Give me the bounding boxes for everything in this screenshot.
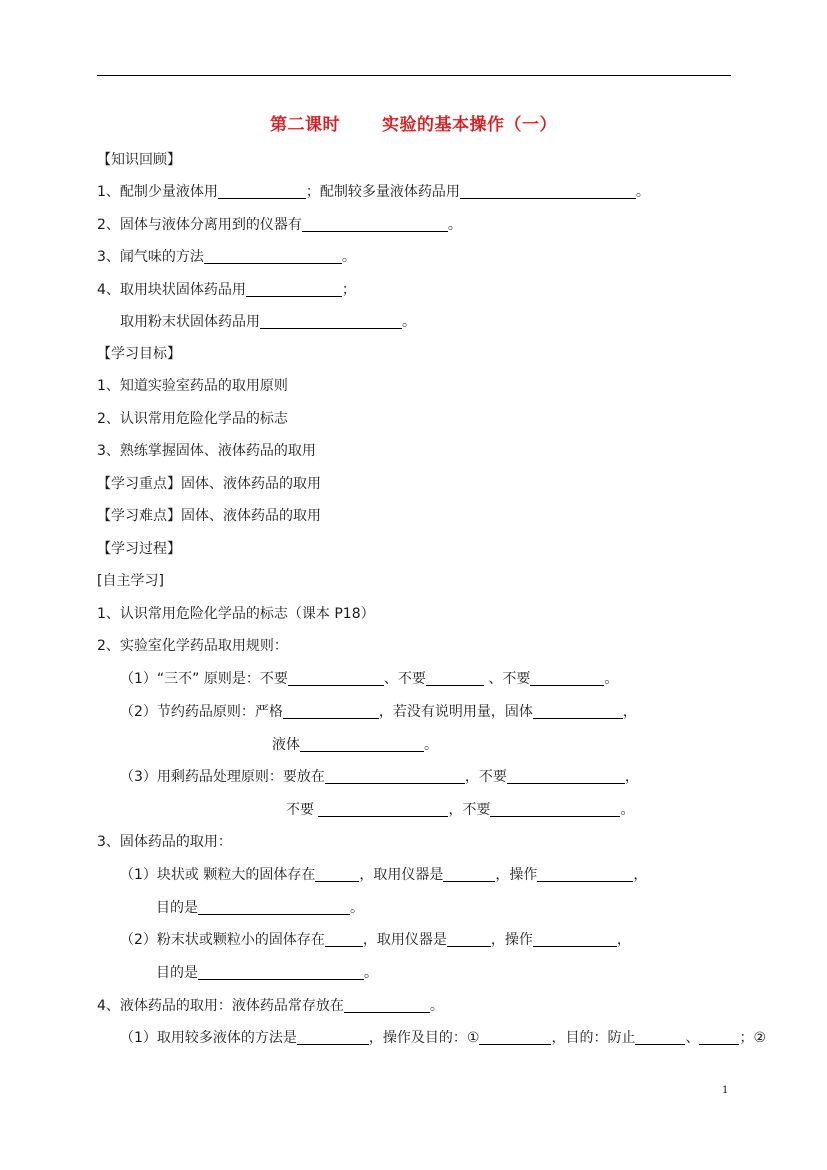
solid-1: （1）块状或 颗粒大的固体存在 ，取用仪器是 ，操作 ， <box>120 867 648 883</box>
blank[interactable] <box>479 1029 551 1045</box>
header-rule <box>97 75 731 76</box>
blank[interactable] <box>315 866 359 882</box>
solid-2: （2）粉末状或颗粒小的固体存在 ，取用仪器是 ，操作 ， <box>120 932 631 948</box>
review-heading: 【知识回顾】 <box>97 152 181 168</box>
blank[interactable] <box>260 313 402 329</box>
blank[interactable] <box>530 670 604 686</box>
process-item-4: 4、液体药品的取用：液体药品常存放在 。 <box>97 998 444 1014</box>
blank[interactable] <box>218 183 306 199</box>
rule-2-liquid: 液体 。 <box>272 737 438 753</box>
goal-1: 1、知道实验室药品的取用原则 <box>97 378 288 394</box>
self-study-label: [自主学习] <box>97 573 164 589</box>
review-q1: 1、配制少量液体用 ；配制较多量液体药品用 。 <box>97 184 650 200</box>
blank[interactable] <box>699 1029 739 1045</box>
blank[interactable] <box>246 281 342 297</box>
goal-3: 3、熟练掌握固体、液体药品的取用 <box>97 443 316 459</box>
blank[interactable] <box>283 703 379 719</box>
blank[interactable] <box>443 866 495 882</box>
process-item-1: 1、认识常用危险化学品的标志（课本 P18） <box>97 606 375 622</box>
process-item-3: 3、固体药品的取用： <box>97 834 232 850</box>
blank[interactable] <box>447 931 491 947</box>
review-q5: 取用粉末状固体药品用 。 <box>120 314 416 330</box>
review-q4: 4、取用块状固体药品用 ； <box>97 282 356 298</box>
blank[interactable] <box>300 736 424 752</box>
blank[interactable] <box>302 216 448 232</box>
blank[interactable] <box>533 703 623 719</box>
blank[interactable] <box>507 768 625 784</box>
blank[interactable] <box>318 801 448 817</box>
process-heading: 【学习过程】 <box>97 541 181 557</box>
goal-2: 2、认识常用危险化学品的标志 <box>97 411 288 427</box>
process-item-2: 2、实验室化学药品取用规则： <box>97 638 288 654</box>
review-q2: 2、固体与液体分离用到的仪器有 。 <box>97 217 462 233</box>
blank[interactable] <box>533 931 617 947</box>
blank[interactable] <box>635 1029 685 1045</box>
blank[interactable] <box>204 248 342 264</box>
blank[interactable] <box>198 964 364 980</box>
blank[interactable] <box>490 801 620 817</box>
blank[interactable] <box>288 670 384 686</box>
goals-heading: 【学习目标】 <box>97 346 181 362</box>
blank[interactable] <box>426 670 484 686</box>
solid-2-purpose: 目的是 。 <box>156 965 378 981</box>
blank[interactable] <box>297 1029 369 1045</box>
rule-1: （1）“三不” 原则是：不要 、不要 、不要 。 <box>120 671 619 687</box>
solid-1-purpose: 目的是 。 <box>156 900 364 916</box>
difficulty-point: 【学习难点】固体、液体药品的取用 <box>97 508 321 524</box>
rule-3-continued: 不要 ，不要 。 <box>286 802 635 818</box>
review-q3: 3、闻气味的方法 。 <box>97 249 356 265</box>
page-number: 1 <box>722 1085 729 1096</box>
blank[interactable] <box>325 768 465 784</box>
blank[interactable] <box>460 183 636 199</box>
page-title: 第二课时 实验的基本操作（一） <box>270 115 557 135</box>
blank[interactable] <box>537 866 633 882</box>
liquid-1: （1）取用较多液体的方法是 ，操作及目的：① ，目的：防止 、 ；② <box>120 1030 767 1046</box>
blank[interactable] <box>344 997 430 1013</box>
rule-2: （2）节约药品原则：严格 ，若没有说明用量，固体 ， <box>120 704 637 720</box>
blank[interactable] <box>325 931 363 947</box>
blank[interactable] <box>198 899 350 915</box>
rule-3: （3）用剩药品处理原则：要放在 ，不要 ， <box>120 769 639 785</box>
key-point: 【学习重点】固体、液体药品的取用 <box>97 476 321 492</box>
